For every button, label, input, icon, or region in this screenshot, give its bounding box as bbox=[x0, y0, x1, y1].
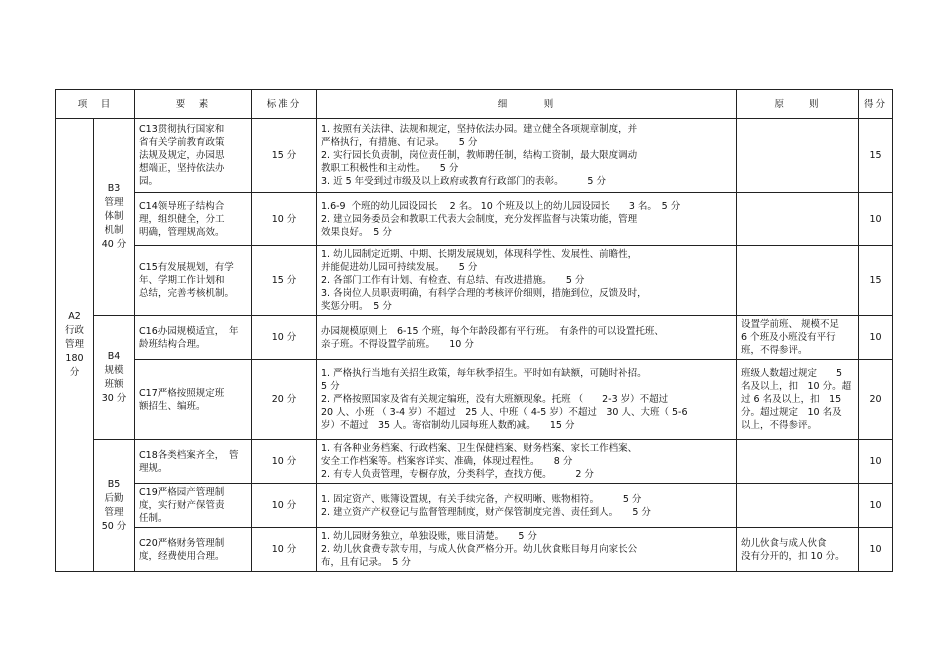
principle-cell bbox=[737, 528, 859, 572]
text-line: C13贯彻执行国家和 bbox=[139, 124, 225, 135]
text-line: 1. 幼儿园制定近期、中期、长期发展规划，体现科学性、发展性、前瞻性， bbox=[321, 249, 638, 260]
detail-cell bbox=[317, 119, 737, 193]
text-line: 明确，管理规高效。 bbox=[139, 226, 225, 238]
score-cell: 10 bbox=[859, 440, 893, 484]
element-cell bbox=[135, 193, 252, 246]
standard-score: 10 分 bbox=[252, 440, 317, 484]
header-item: 项 目 bbox=[56, 90, 135, 119]
text-line: 2. 建立资产产权登记与监督管理制度，财产保管制度完善、责任到人。 5 分 bbox=[321, 506, 651, 518]
detail-cell bbox=[317, 440, 737, 484]
text-line: 任制。 bbox=[139, 513, 168, 524]
text-line: 40 分 bbox=[101, 239, 127, 250]
standard-score: 10 分 bbox=[252, 484, 317, 528]
text-line: 以上，不得参评。 bbox=[741, 420, 818, 431]
evaluation-table bbox=[55, 89, 893, 572]
text-line: 管理 bbox=[64, 339, 84, 350]
text-line: 1. 按照有关法律、法规和规定，坚持依法办园。建立健全各项规章制度，并 bbox=[321, 124, 638, 135]
text-line: 理规。 bbox=[139, 462, 168, 474]
text-line: C14领导班子结构合 bbox=[139, 200, 225, 212]
text-line: 管理 bbox=[104, 197, 124, 208]
text-line: 龄班结构合理。 bbox=[139, 338, 206, 350]
standard-score: 10 分 bbox=[252, 528, 317, 572]
text-line: 园。 bbox=[139, 176, 159, 187]
text-line: C17严格按照规定班 bbox=[139, 387, 225, 399]
table-row bbox=[56, 193, 893, 246]
text-line: 效果良好。 5 分 bbox=[321, 226, 392, 238]
score-cell: 10 bbox=[859, 193, 893, 246]
text-line: 2. 各部门工作有计划、有检查、有总结、有改进措施。 5 分 bbox=[321, 275, 585, 286]
text-line: C19严格园产管理制 bbox=[139, 487, 225, 498]
text-line: 分。超过规定 10 名及 bbox=[741, 407, 842, 418]
text-line: 规模 bbox=[104, 364, 124, 376]
text-line: 办园规模原则上 6-15 个班，每个年龄段都有平行班。 有条件的可以设置托班、 bbox=[321, 325, 664, 337]
category-b5 bbox=[94, 440, 135, 572]
text-line: 法规及规定，办园思 bbox=[139, 150, 225, 161]
category-b3 bbox=[94, 119, 135, 316]
element-cell bbox=[135, 316, 252, 360]
principle-cell bbox=[737, 484, 859, 528]
text-line: 1. 幼儿园财务独立，单独设账，账目清楚。 5 分 bbox=[321, 531, 537, 542]
text-line: C15有发展规划，有学 bbox=[139, 262, 234, 273]
score-cell: 10 bbox=[859, 316, 893, 360]
principle-cell bbox=[737, 193, 859, 246]
text-line: 机制 bbox=[104, 225, 124, 236]
element-cell bbox=[135, 484, 252, 528]
header-principle: 原 则 bbox=[737, 90, 859, 119]
text-line: 想端正，坚持依法办 bbox=[139, 163, 225, 174]
text-line: 岁）不超过 35 人。寄宿制幼儿园每班人数酌减。 15 分 bbox=[321, 420, 575, 431]
text-line: C16办园规模适宜， 年 bbox=[139, 325, 239, 337]
header-detail: 细 则 bbox=[317, 90, 737, 119]
principle-cell bbox=[737, 440, 859, 484]
text-line: C18各类档案齐全， 管 bbox=[139, 449, 239, 461]
standard-score: 15 分 bbox=[252, 119, 317, 193]
text-line: 分 bbox=[69, 367, 80, 378]
text-line: 总结，完善考核机制。 bbox=[139, 288, 235, 299]
text-line: 1. 固定资产、账簿设置规，有关手续完备，产权明晰、账物相符。 5 分 bbox=[321, 493, 642, 505]
standard-score: 15 分 bbox=[252, 246, 317, 316]
header-row bbox=[56, 90, 893, 119]
header-element: 要 素 bbox=[135, 90, 252, 119]
text-line: 并能促进幼儿园可持续发展。 5 分 bbox=[321, 262, 478, 273]
detail-cell bbox=[317, 484, 737, 528]
text-line: 2. 建立园务委员会和教职工代表大会制度，充分发挥监督与决策功能，管理 bbox=[321, 213, 638, 225]
score-cell: 20 bbox=[859, 360, 893, 440]
score-cell: 10 bbox=[859, 528, 893, 572]
header-score: 得分 bbox=[859, 90, 893, 119]
principle-cell bbox=[737, 360, 859, 440]
text-line: 行政 bbox=[64, 325, 84, 336]
table-row bbox=[56, 528, 893, 572]
text-line: 2. 有专人负责管理，专橱存放，分类科学，查找方便。 2 分 bbox=[321, 469, 594, 480]
text-line: 年、学期工作计划和 bbox=[139, 275, 225, 286]
text-line: 过 6 名及以上，扣 15 bbox=[741, 394, 842, 405]
principle-cell bbox=[737, 316, 859, 360]
table-row bbox=[56, 246, 893, 316]
principle-cell bbox=[737, 246, 859, 316]
category-b4 bbox=[94, 316, 135, 440]
text-line: 2. 实行园长负责制，岗位责任制，教师聘任制，结构工资制，最大限度调动 bbox=[321, 150, 638, 161]
text-line: 2. 严格按照国家及省有关规定编班，没有大班额现象。托班 （ 2-3 岁）不超过 bbox=[321, 394, 669, 405]
text-line: 180 bbox=[65, 353, 84, 364]
text-line: 3. 近 5 年受到过市级及以上政府或教育行政部门的表彰。 5 分 bbox=[321, 176, 606, 187]
text-line: C20严格财务管理制 bbox=[139, 537, 225, 549]
detail-cell bbox=[317, 246, 737, 316]
text-line: 1. 有各种业务档案、行政档案、卫生保健档案、财务档案、家长工作档案、 bbox=[321, 443, 638, 454]
table-row bbox=[56, 316, 893, 360]
text-line: 班额 bbox=[104, 378, 124, 390]
standard-score: 10 分 bbox=[252, 193, 317, 246]
table-body bbox=[56, 119, 893, 572]
score-cell: 10 bbox=[859, 484, 893, 528]
text-line: 2. 幼儿伙食费专款专用，与成人伙食严格分开。幼儿伙食账目每月向家长公 bbox=[321, 544, 638, 555]
detail-cell bbox=[317, 360, 737, 440]
standard-score: 10 分 bbox=[252, 316, 317, 360]
text-line: 管理 bbox=[104, 506, 124, 518]
text-line: 20 人、小班 （ 3-4 岁）不超过 25 人、中班（ 4-5 岁）不超过 30 人、大班（ 5-6 bbox=[321, 407, 688, 418]
text-line: A2 bbox=[68, 311, 81, 322]
text-line: 奖惩分明。 5 分 bbox=[321, 301, 392, 312]
text-line: 设置学前班、 规模不足 bbox=[741, 319, 840, 330]
text-line: 班级人数超过规定 5 bbox=[741, 368, 843, 379]
header-standard: 标准分 bbox=[252, 90, 317, 119]
text-line: 幼儿伙食与成人伙食 bbox=[741, 537, 827, 549]
text-line: 没有分开的，扣 10 分。 bbox=[741, 550, 845, 562]
text-line: 额招生、编班。 bbox=[139, 400, 206, 412]
text-line: 1. 严格执行当地有关招生政策，每年秋季招生。平时如有缺额，可随时补招。 bbox=[321, 368, 647, 379]
text-line: 布，且有记录。 5 分 bbox=[321, 557, 411, 568]
text-line: 1.6-9 个班的幼儿园设园长 2 名。 10 个班及以上的幼儿园设园长 3 名。 5 分 bbox=[321, 200, 681, 212]
text-line: 教职工积极性和主动性。 5 分 bbox=[321, 163, 459, 174]
table-row bbox=[56, 119, 893, 193]
text-line: 3. 各岗位人员职责明确，有科学合理的考核评价细则，措施到位，反馈及时， bbox=[321, 288, 647, 299]
score-cell: 15 bbox=[859, 246, 893, 316]
table-row bbox=[56, 484, 893, 528]
text-line: 50 分 bbox=[101, 520, 127, 532]
table-row bbox=[56, 360, 893, 440]
text-line: 6 个班及小班没有平行 bbox=[741, 332, 836, 343]
text-line: 安全工作档案等。档案容详实、准确，体现过程性。 8 分 bbox=[321, 456, 573, 467]
element-cell bbox=[135, 246, 252, 316]
principle-cell bbox=[737, 119, 859, 193]
text-line: B5 bbox=[107, 478, 121, 490]
text-line: 30 分 bbox=[101, 392, 127, 404]
text-line: 度，实行财产保管责 bbox=[139, 500, 225, 511]
text-line: 理，组织健全，分工 bbox=[139, 213, 225, 225]
element-cell bbox=[135, 360, 252, 440]
element-cell bbox=[135, 119, 252, 193]
score-cell: 15 bbox=[859, 119, 893, 193]
table-row bbox=[56, 440, 893, 484]
text-line: B4 bbox=[107, 350, 121, 362]
detail-cell bbox=[317, 528, 737, 572]
detail-cell bbox=[317, 316, 737, 360]
text-line: 后勤 bbox=[104, 492, 124, 504]
element-cell bbox=[135, 528, 252, 572]
text-line: 度，经费使用合理。 bbox=[139, 550, 225, 562]
text-line: 亲子班。不得设置学前班。 10 分 bbox=[321, 338, 474, 350]
element-cell bbox=[135, 440, 252, 484]
text-line: 体制 bbox=[104, 211, 124, 222]
standard-score: 20 分 bbox=[252, 360, 317, 440]
text-line: 5 分 bbox=[321, 381, 340, 392]
text-line: 严格执行，有措施、有记录。 5 分 bbox=[321, 137, 478, 148]
text-line: B3 bbox=[107, 183, 121, 194]
text-line: 省有关学前教育政策 bbox=[139, 137, 225, 148]
detail-cell bbox=[317, 193, 737, 246]
text-line: 班，不得参评。 bbox=[741, 345, 808, 356]
text-line: 名及以上，扣 10 分。超 bbox=[741, 381, 852, 392]
category-a2 bbox=[56, 119, 94, 572]
